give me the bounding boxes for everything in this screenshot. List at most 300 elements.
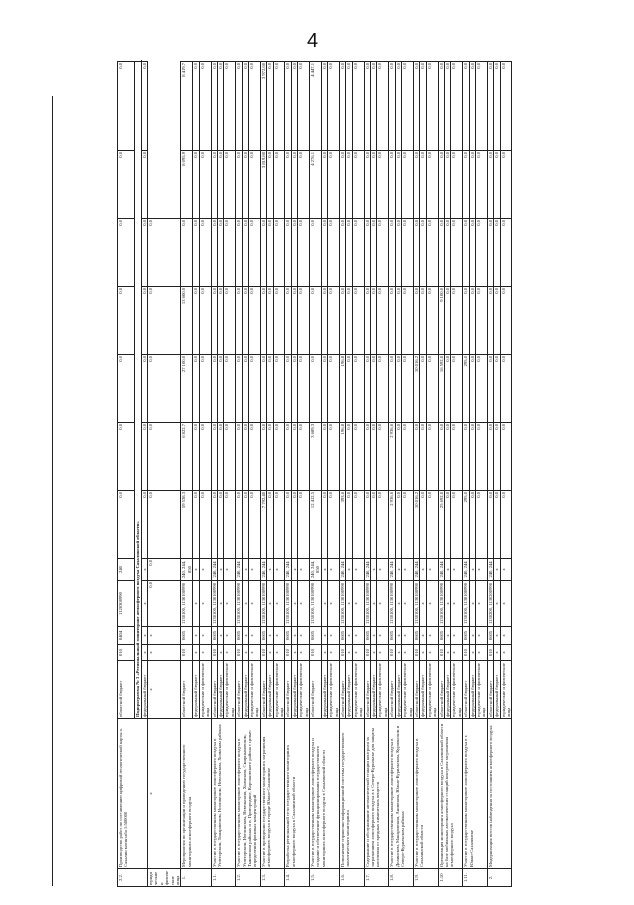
value-cell: 0,0 [211, 355, 217, 423]
expense-type-code: x [242, 559, 248, 581]
row-title: Участие в государственном мониторинге атмосферного воздуха в Углегорском, Томаринском, Ноглинском, Невельском, Холмском районах [211, 719, 236, 869]
value-cell: 0,0 [426, 151, 438, 219]
value-cell: 0,0 [389, 287, 395, 355]
value-cell: 3 819,80 [260, 151, 266, 219]
expense-type-code: x [444, 559, 450, 581]
grbs-code: 010 [285, 645, 291, 661]
value-cell: 0,0 [438, 151, 444, 219]
value-cell: 0,0 [199, 219, 211, 287]
value-cell: 0,0 [444, 423, 450, 491]
section-code: 0605 [260, 627, 266, 645]
value-cell: 0,0 [193, 423, 199, 491]
section-code: 0605 [285, 627, 291, 645]
value-cell: 0,0 [438, 219, 444, 287]
value-cell: 0,0 [298, 62, 310, 151]
value-cell: 196,8 [340, 355, 346, 423]
value-cell: 0,0 [321, 355, 327, 423]
value-cell: 0,0 [346, 287, 352, 355]
value-cell: 0,0 [389, 151, 395, 219]
value-cell: 0,0 [444, 355, 450, 423]
value-cell: 0,0 [141, 287, 147, 355]
value-cell: 0,0 [328, 423, 340, 491]
budget-table [117, 61, 512, 887]
value-cell: 0,0 [267, 355, 273, 423]
target-item-code: 1130100, 1130100990 [438, 581, 444, 627]
expense-type-code: x [321, 559, 327, 581]
value-cell: 0,0 [500, 355, 512, 423]
value-cell: 0,0 [389, 355, 395, 423]
target-item-code: 1130100, 1130100990 [310, 581, 322, 627]
value-cell: 0,0 [141, 219, 147, 287]
value-cell: 0,0 [371, 62, 377, 151]
value-cell: 0,0 [310, 287, 322, 355]
value-cell: 0,0 [285, 219, 291, 287]
value-cell: 0,0 [236, 491, 242, 559]
section-code: x [346, 627, 352, 645]
table-row [118, 62, 135, 887]
expense-type-code: 240, 244 [211, 559, 217, 581]
value-cell: 0,0 [291, 355, 297, 423]
row-number: 1. [181, 869, 211, 887]
value-cell: 0,0 [377, 219, 389, 287]
expense-type-code: x [420, 559, 426, 581]
value-cell: 0,0 [273, 491, 285, 559]
target-item-code: x [346, 581, 352, 627]
expense-type-code: 240 [118, 559, 135, 581]
value-cell: 0,0 [224, 423, 236, 491]
value-cell: 0,0 [402, 287, 414, 355]
grbs-code: x [148, 719, 181, 869]
value-cell: 0,0 [267, 287, 273, 355]
value-cell: 0,0 [364, 219, 370, 287]
value-cell: 0,0 [211, 219, 217, 287]
grbs-code: x [224, 645, 236, 661]
value-cell: 0,0 [236, 287, 242, 355]
value-cell: 0,0 [310, 219, 322, 287]
value-cell: 0,0 [118, 287, 135, 355]
section-code: 0605 [181, 627, 193, 645]
section-code: x [426, 627, 438, 645]
grbs-code: x [352, 645, 364, 661]
section-code: x [193, 627, 199, 645]
value-cell: 0,0 [248, 355, 260, 423]
value-cell: 0,0 [285, 423, 291, 491]
value-cell: 0,0 [199, 423, 211, 491]
row-number: 1.3. [260, 869, 285, 887]
value-cell: 0,0 [346, 219, 352, 287]
row-title: Мероприятия по организации и проведению государственного мониторинга атмосферного воздуха [181, 719, 211, 869]
target-item-code: 1130100, 1130100990 [463, 581, 469, 627]
target-item-code: x [500, 581, 512, 627]
target-item-code: 1130100, 1130100990 [340, 581, 346, 627]
expense-type-code: x [267, 559, 273, 581]
section-code: 0605 [236, 627, 242, 645]
value-cell: 12 412,5 [310, 491, 322, 559]
expense-type-code: x [500, 559, 512, 581]
section-code: x [199, 627, 211, 645]
value-cell: 0,0 [377, 151, 389, 219]
funding-source: юридические и физические лица [402, 661, 414, 719]
target-item-code: x [494, 581, 500, 627]
value-cell: 8 095,9 [181, 151, 193, 219]
section-code: x [267, 627, 273, 645]
value-cell: 0,0 [148, 355, 181, 423]
value-cell: 0,0 [352, 423, 364, 491]
grbs-code: 010 [310, 645, 322, 661]
value-cell: 0,0 [463, 287, 469, 355]
value-cell: 0,0 [141, 62, 147, 151]
value-cell: 0,0 [148, 219, 181, 287]
value-cell: 0,0 [352, 287, 364, 355]
expense-type-code: x [377, 559, 389, 581]
value-cell: 295,0 [463, 491, 469, 559]
grbs-code: 010 [487, 645, 493, 661]
value-cell: 0,0 [469, 287, 475, 355]
value-cell: 0,0 [199, 151, 211, 219]
funding-source: юридические и физические лица [451, 661, 463, 719]
value-cell: 0,0 [141, 491, 147, 559]
value-cell: 0,0 [364, 151, 370, 219]
value-cell: 0,0 [328, 355, 340, 423]
row-number: 1.2. [236, 869, 261, 887]
expense-type-code: x [298, 559, 310, 581]
value-cell: 0,0 [118, 355, 135, 423]
value-cell: 0,0 [444, 151, 450, 219]
value-cell: 0,0 [402, 62, 414, 151]
value-cell: 0,0 [426, 423, 438, 491]
value-cell: 0,0 [500, 151, 512, 219]
funding-source: областной бюджет [438, 661, 444, 719]
target-item-code: x [377, 581, 389, 627]
funding-source: юридические и физические лица [148, 869, 181, 887]
value-cell: 0,0 [242, 62, 248, 151]
funding-source: юридические и физические лица [475, 661, 487, 719]
value-cell: 0,0 [273, 423, 285, 491]
row-number: 1.8. [389, 869, 414, 887]
row-number: 1.10 [438, 869, 463, 887]
value-cell: 0,0 [321, 423, 327, 491]
value-cell: 27 100,0 [181, 355, 193, 423]
value-cell: 0,0 [426, 62, 438, 151]
funding-source: юридические и физические лица [224, 661, 236, 719]
value-cell: 0,0 [242, 355, 248, 423]
value-cell: 0,0 [475, 355, 487, 423]
value-cell: 0,0 [242, 151, 248, 219]
funding-source: федеральный бюджет [291, 661, 297, 719]
funding-source: областной бюджет [389, 661, 395, 719]
target-item-code: 1130100, 1130100990 [211, 581, 217, 627]
grbs-code: x [395, 645, 401, 661]
value-cell: 0,0 [352, 491, 364, 559]
value-cell: 0,0 [291, 219, 297, 287]
grbs-code: 010 [211, 645, 217, 661]
value-cell: 0,0 [420, 355, 426, 423]
value-cell: 0,0 [321, 62, 327, 151]
target-item-code: x [148, 645, 181, 661]
table-row [310, 62, 322, 887]
target-item-code: x [469, 581, 475, 627]
expense-type-code: 240, 244 [463, 559, 469, 581]
value-cell: 0,0 [500, 219, 512, 287]
expense-type-code: 240, 244 [487, 559, 493, 581]
funding-source: федеральный бюджет [242, 661, 248, 719]
value-cell: 6 822,7 [181, 423, 193, 491]
value-cell: 0,0 [487, 287, 493, 355]
target-item-code: x [328, 581, 340, 627]
value-cell: 0,0 [444, 62, 450, 151]
value-cell: 0,0 [193, 355, 199, 423]
value-cell: 4 276,1 [310, 151, 322, 219]
value-cell: 0,0 [199, 62, 211, 151]
value-cell: 0,0 [285, 287, 291, 355]
value-cell: 0,0 [340, 62, 346, 151]
value-cell: 0,0 [148, 491, 181, 559]
grbs-code: 010 [340, 645, 346, 661]
value-cell: 0,0 [494, 151, 500, 219]
funding-source: областной бюджет [236, 661, 242, 719]
value-cell: 0,0 [494, 491, 500, 559]
value-cell: 0,0 [420, 151, 426, 219]
value-cell: 0,0 [217, 62, 223, 151]
value-cell: 0,0 [248, 287, 260, 355]
value-cell: 0,0 [420, 287, 426, 355]
value-cell: 0,0 [395, 491, 401, 559]
value-cell: 0,0 [371, 287, 377, 355]
value-cell: 0,0 [242, 287, 248, 355]
row-number: 1.6. [340, 869, 365, 887]
value-cell: 0,0 [310, 355, 322, 423]
value-cell: 0,0 [352, 62, 364, 151]
value-cell: 0,0 [402, 491, 414, 559]
value-cell: 0,0 [402, 355, 414, 423]
value-cell: 0,0 [236, 355, 242, 423]
value-cell: 0,0 [438, 62, 444, 151]
table-subrow [148, 62, 181, 887]
target-item-code: 1120300990 [118, 581, 135, 627]
value-cell: 0,0 [364, 491, 370, 559]
value-cell: 0,0 [444, 219, 450, 287]
expense-type-code: x [248, 559, 260, 581]
expense-type-code: x [451, 559, 463, 581]
section-code: x [242, 627, 248, 645]
value-cell: 0,0 [217, 355, 223, 423]
value-cell: 0,0 [260, 355, 266, 423]
value-cell: 0,0 [438, 423, 444, 491]
value-cell: 0,0 [291, 287, 297, 355]
target-item-code: x [321, 581, 327, 627]
value-cell: 0,0 [451, 219, 463, 287]
value-cell: 3 972,60 [260, 62, 266, 151]
row-number: 1.4. [285, 869, 310, 887]
value-cell: 0,0 [118, 151, 135, 219]
expense-type-code: x [402, 559, 414, 581]
target-item-code: x [402, 581, 414, 627]
grbs-code: x [217, 645, 223, 661]
section-code: 0605 [438, 627, 444, 645]
value-cell: 0,0 [444, 491, 450, 559]
expense-type-code: 240, 244 [236, 559, 242, 581]
value-cell: 0,0 [487, 423, 493, 491]
value-cell: 0,0 [217, 151, 223, 219]
grbs-code: x [248, 645, 260, 661]
value-cell: 0,0 [451, 62, 463, 151]
value-cell: 0,0 [321, 287, 327, 355]
value-cell: 0,0 [298, 491, 310, 559]
value-cell: 0,0 [285, 62, 291, 151]
value-cell: 0,0 [260, 423, 266, 491]
expense-type-code: x [371, 559, 377, 581]
target-item-code: x [444, 581, 450, 627]
value-cell: 0,0 [475, 491, 487, 559]
value-cell: 0,0 [451, 151, 463, 219]
value-cell: 295,0 [463, 355, 469, 423]
value-cell: 7 792,40 [260, 491, 266, 559]
value-cell: 0,0 [402, 151, 414, 219]
value-cell: 0,0 [469, 355, 475, 423]
target-item-code: 1130100, 1130100990 [285, 581, 291, 627]
value-cell: 0,0 [346, 62, 352, 151]
value-cell: 0,0 [291, 491, 297, 559]
expense-type-code: 240, 244 [364, 559, 370, 581]
grbs-code: 010 [463, 645, 469, 661]
row-title: Производство работ по составлению цифровой геологической карты о. Сахалин масштаба 1:500000 [118, 719, 148, 869]
row-title: Организация мониторинга атмосферного воздуха в Сахалинской области на базе мобильных автоматических станций контроля загрязнения атмосферного воздуха [438, 719, 463, 869]
grbs-code: x [328, 645, 340, 661]
value-cell: 0,0 [340, 219, 346, 287]
value-cell: 0,0 [148, 423, 181, 491]
value-cell: 0,0 [118, 219, 135, 287]
expense-type-code: 240, 244 [340, 559, 346, 581]
grbs-code: x [402, 645, 414, 661]
section-code: 0605 [310, 627, 322, 645]
value-cell: 0,0 [193, 219, 199, 287]
value-cell: 0,0 [463, 151, 469, 219]
row-title: Участие в государственном мониторинге атмосферного воздуха и создание и обеспечение функционирования государственного мониторинга атмосферного воздуха в Сахалинской области [310, 719, 340, 869]
funding-source: юридические и физические лица [273, 661, 285, 719]
value-cell: 0,0 [199, 491, 211, 559]
value-cell: 0,0 [346, 355, 352, 423]
grbs-code: x [193, 645, 199, 661]
value-cell: 0,0 [224, 355, 236, 423]
value-cell: 0,0 [141, 355, 147, 423]
expense-type-code: x [224, 559, 236, 581]
target-item-code: 1130100, 1130100990 [236, 581, 242, 627]
grbs-code: x [371, 645, 377, 661]
grbs-code: 010 [364, 645, 370, 661]
value-cell: 0,0 [267, 62, 273, 151]
section-code: x [371, 627, 377, 645]
value-cell: 0,0 [395, 423, 401, 491]
value-cell: 0,0 [199, 287, 211, 355]
value-cell: 0,0 [236, 62, 242, 151]
value-cell: 10 016,2 [413, 491, 419, 559]
value-cell: 0,0 [451, 491, 463, 559]
expense-type-code: x [494, 559, 500, 581]
section-code: 0605 [389, 627, 395, 645]
value-cell: 13 600,0 [181, 287, 193, 355]
section-code: 0605 [211, 627, 217, 645]
target-item-code: x [193, 581, 199, 627]
grbs-code: x [377, 645, 389, 661]
grbs-code: x [420, 645, 426, 661]
value-cell: 0,0 [494, 219, 500, 287]
section-code: x [494, 627, 500, 645]
value-cell: 0,0 [364, 287, 370, 355]
expense-type-code: x [273, 559, 285, 581]
value-cell: 0,0 [248, 219, 260, 287]
section-code: x [469, 627, 475, 645]
grbs-code: x [267, 645, 273, 661]
grbs-code: x [500, 645, 512, 661]
row-number: 1.7. [364, 869, 389, 887]
section-code: x [141, 627, 147, 645]
value-cell: 0,0 [291, 62, 297, 151]
table-body [118, 62, 512, 887]
value-cell: 0,0 [273, 151, 285, 219]
grbs-code: 010 [389, 645, 395, 661]
value-cell: 0,0 [321, 151, 327, 219]
section-code: 0605 [413, 627, 419, 645]
value-cell: 0,0 [217, 219, 223, 287]
value-cell: 0,0 [199, 355, 211, 423]
target-item-code: x [242, 581, 248, 627]
value-cell: 2 936,6 [389, 423, 395, 491]
value-cell: 0,0 [463, 219, 469, 287]
value-cell: 0,0 [371, 355, 377, 423]
value-cell: 0,0 [487, 219, 493, 287]
section-code: x [148, 661, 181, 719]
value-cell: 0,0 [500, 287, 512, 355]
section-code: x [451, 627, 463, 645]
value-cell: 0,0 [371, 423, 377, 491]
value-cell: 0,0 [389, 62, 395, 151]
value-cell: 4 447,1 [310, 62, 322, 151]
row-number: 2. [487, 869, 512, 887]
value-cell: 0,0 [500, 62, 512, 151]
value-cell: 16 592,0 [438, 355, 444, 423]
expense-type-code: 240, 244, 850 [310, 559, 322, 581]
value-cell: 0,0 [328, 219, 340, 287]
expense-type-code: x [328, 559, 340, 581]
row-title: Участие в государственном мониторинге атмосферного воздуха в Углегорском, Ногликском, Невельском, Холмском, Смирныховском, Тымовском районах и п. Пригородное, Корсаковского района с целью определения фоновых концентраций [236, 719, 261, 869]
expense-type-code: 240, 244 [260, 559, 266, 581]
target-item-code: 1130100, 1130100990 [181, 581, 193, 627]
row-title: Участие в государственном мониторинге атмосферного воздуха в Долинском, Макаровском, Анивском, Южно-Курильском, Курильском и Северо-Курильском районах [389, 719, 414, 869]
value-cell: 2 936,6 [389, 491, 395, 559]
value-cell: 0,0 [248, 151, 260, 219]
section-code: 0404 [118, 627, 135, 645]
value-cell: 0,0 [494, 423, 500, 491]
target-item-code: 1130100, 1130100990 [413, 581, 419, 627]
value-cell: 0,0 [298, 151, 310, 219]
value-cell: 0,0 [267, 219, 273, 287]
expense-type-code: x [291, 559, 297, 581]
row-title: Участие в государственном мониторинге атмосферного воздуха в Сахалинской области [413, 719, 438, 869]
value-cell: 0,0 [273, 219, 285, 287]
value-cell: 0,0 [267, 151, 273, 219]
value-cell: 0,0 [377, 355, 389, 423]
grbs-code: x [426, 645, 438, 661]
row-number: 2.2. [118, 869, 148, 887]
grbs-code: 010 [438, 645, 444, 661]
value-cell: 0,0 [377, 423, 389, 491]
funding-source: областной бюджет [285, 661, 291, 719]
value-cell: 0,0 [328, 287, 340, 355]
value-cell: 0,0 [413, 151, 419, 219]
value-cell: 0,0 [217, 423, 223, 491]
section-code: x [224, 627, 236, 645]
value-cell: 59 538,3 [181, 491, 193, 559]
